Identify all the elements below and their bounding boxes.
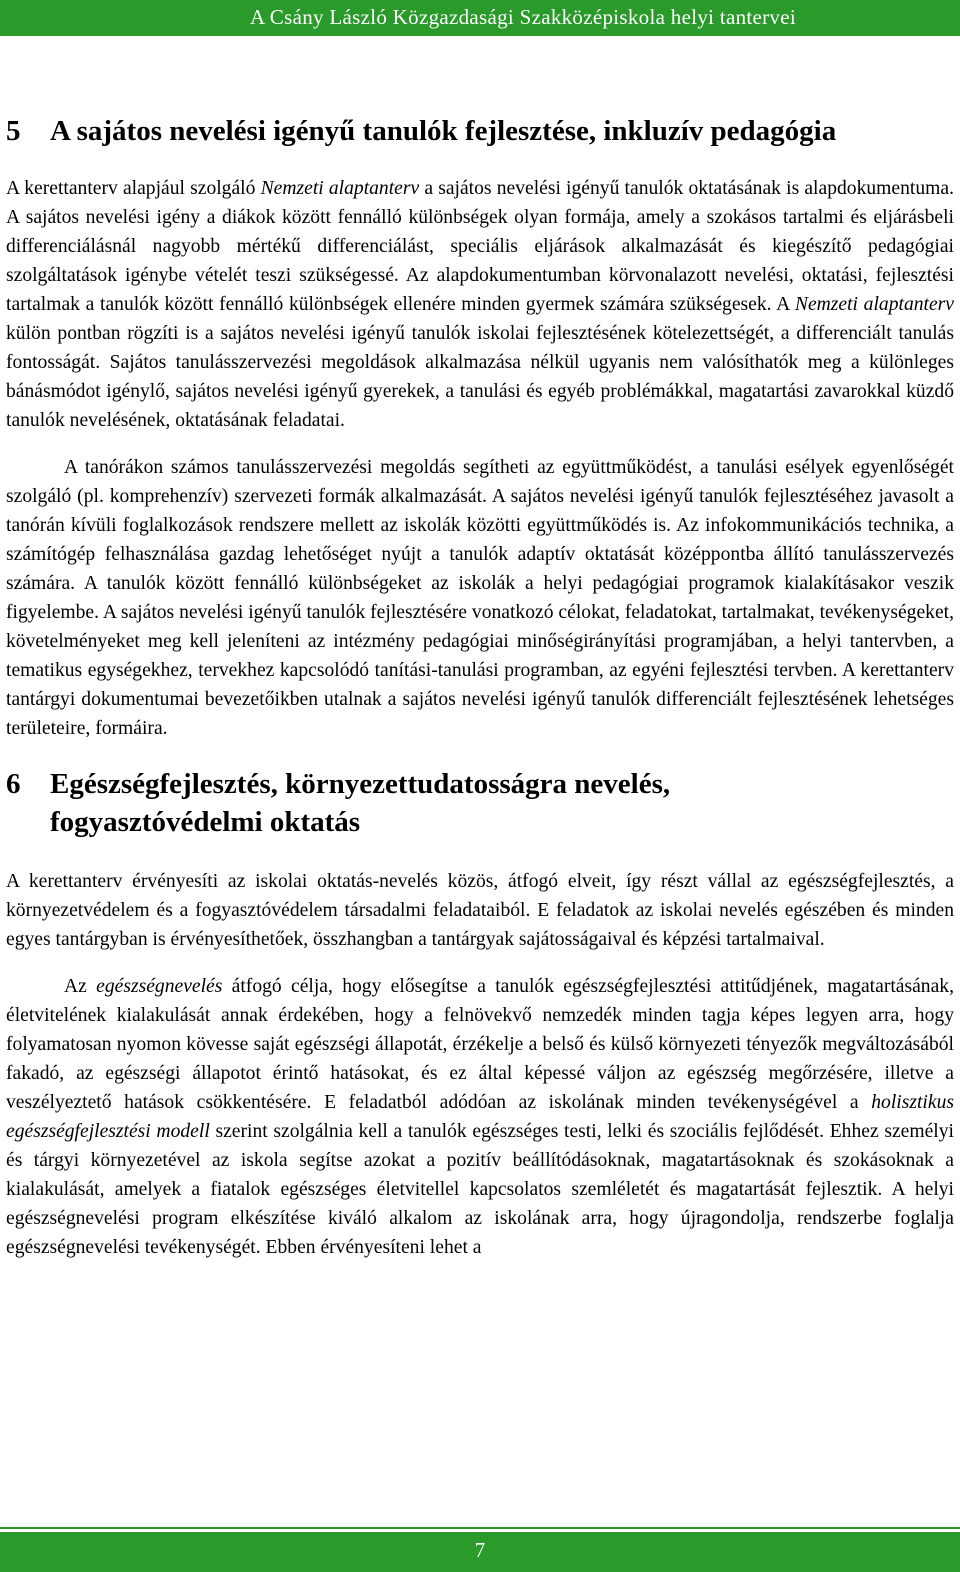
text-run: szerint szolgálnia kell a tanulók egészséges testi, lelki és szociális fejlődését. Ehhez személyi és tárgyi környezetével az iskola segítse azokat a pozitív beállítódásoknak, magatartásoknak és szokásoknak a kialakulását, amelyek a fiatalok egészséges életvitellel kapcsolatos szemléletét és magatartását fejlesztik. A helyi egészségnevelési program elkészítése kiváló alkalom az iskolának arra, hogy újragondolja, rendszerbe foglalja egészségnevelési tevékenységét. Ebben érvényesíteni lehet a: [6, 1121, 954, 1258]
section-number: 6: [6, 768, 21, 800]
italic-term: holisztikus egészségfejlesztési modell: [6, 1092, 954, 1142]
footer-rule: [0, 1527, 960, 1529]
section-5-paragraph-1: [6, 174, 954, 435]
section-title: A sajátos nevelési igényű tanulók fejlesztése, inkluzív pedagógia: [50, 115, 837, 147]
text-run: átfogó célja, hogy elősegítse a tanulók egészségfejlesztési attitűdjének, magatartásának, életvitelének kialakulását annak érdekében, hogy a felnövekvő nemzedék minden tagja képes legyen arra, hogy folyamatosan nyomon kövesse saját egészségi állapotát, érzékelje a belső és külső környezeti tényezők megváltozásából fakadó, az egészségi állapotot érintő hatásokat, és ez által képessé váljon az egészség megőrzésére, illetve a veszélyeztető hatások csökkentésére. E feladatból adódóan az iskolának minden tevékenységével a: [6, 976, 954, 1113]
section-title-line-1: Egészségfejlesztés, környezettudatosságra nevelés,: [50, 768, 671, 800]
section-number: 5: [6, 115, 21, 147]
text-run: a sajátos nevelési igényű tanulók oktatásának is alapdokumentuma. A sajátos nevelési igény a diákok között fennálló különbségek olyan formája, amely a szokásos tartalmi és eljárásbeli differenciálásnál nagyobb mértékű differenciálást, speciális eljárások alkalmazását és kiegészítő pedagógiai szolgáltatások igénybe vételét teszi szükségessé. Az alapdokumentumban körvonalazott nevelési, oktatási, fejlesztési tartalmak a tanulók között fennálló különbségek ellenére minden gyermek számára szükségesek. A: [6, 178, 954, 315]
section-title-line-2: fogyasztóvédelmi oktatás: [50, 806, 361, 838]
text-run: külön pontban rögzíti is a sajátos nevelési igényű tanulók iskolai fejlesztésének kötelezettségét, a differenciált tanulás fontosságát. Sajátos tanulásszervezési megoldások alkalmazása nélkül ugyanis nem valósíthatók meg a különleges bánásmódot igénylő, sajátos nevelési igényű gyerekek, a tanulási és egyéb problémákkal, magatartási zavarokkal küzdő tanulók nevelésének, oktatásának feladatai.: [6, 323, 954, 431]
text-run: Az: [64, 976, 97, 997]
italic-term: egészségnevelés: [96, 976, 223, 997]
italic-term: Nemzeti alaptanterv: [794, 294, 954, 315]
section-6-paragraph-1: A kerettanterv érvényesíti az iskolai oktatás-nevelés közös, átfogó elveit, így részt vállal az egészségfejlesztés, a környezetvédelem és a fogyasztóvédelem társadalmi feladataiból. E feladatok az iskolai nevelés egészében és minden egyes tantárgyban is érvényesíthetőek, összhangban a tantárgyak sajátosságaival és képzési tartalmaival.: [6, 871, 954, 950]
section-5-paragraph-2: A tanórákon számos tanulásszervezési megoldás segítheti az együttműködést, a tanulási esélyek egyenlőségét szolgáló (pl. komprehenzív) szervezeti formák alkalmazását. A sajátos nevelési igényű tanulók fejlesztéséhez javasolt a tanórán kívüli foglalkozások rendszere mellett az iskolák közötti együttműködés is. Az infokommunikációs technika, a számítógép felhasználása gazdag lehetőséget nyújt a tanulók adaptív oktatását középpontba állító tanulásszervezés számára. A tanulók között fennálló különbségeket az iskolák a helyi pedagógiai programok kialakításakor veszik figyelembe. A sajátos nevelési igényű tanulók fejlesztésére vonatkozó célokat, feladatokat, tartalmakat, tevékenységeket, követelményeket meg kell jeleníteni az intézmény pedagógiai minőségirányítási programjában, a helyi tantervben, a tematikus egységekhez, tervekhez kapcsolódó tanítási-tanulási programban, az egyéni fejlesztési tervben. A kerettanterv tantárgyi dokumentumai bevezetőikben utalnak a sajátos nevelési igényű tanulók differenciált fejlesztésének lehetséges területeire, formáira.: [6, 457, 954, 739]
page-number: 7: [474, 1538, 486, 1562]
section-5-heading: [6, 112, 954, 150]
text-run: A kerettanterv alapjául szolgáló: [6, 178, 261, 199]
running-header: A Csány László Közgazdasági Szakközépiskola helyi tantervei: [249, 5, 796, 29]
italic-term: Nemzeti alaptanterv: [260, 178, 420, 199]
page-content: [6, 112, 954, 1262]
section-6-heading: [6, 765, 954, 841]
section-title: [50, 765, 954, 841]
section-6-paragraph-2: [6, 972, 954, 1262]
